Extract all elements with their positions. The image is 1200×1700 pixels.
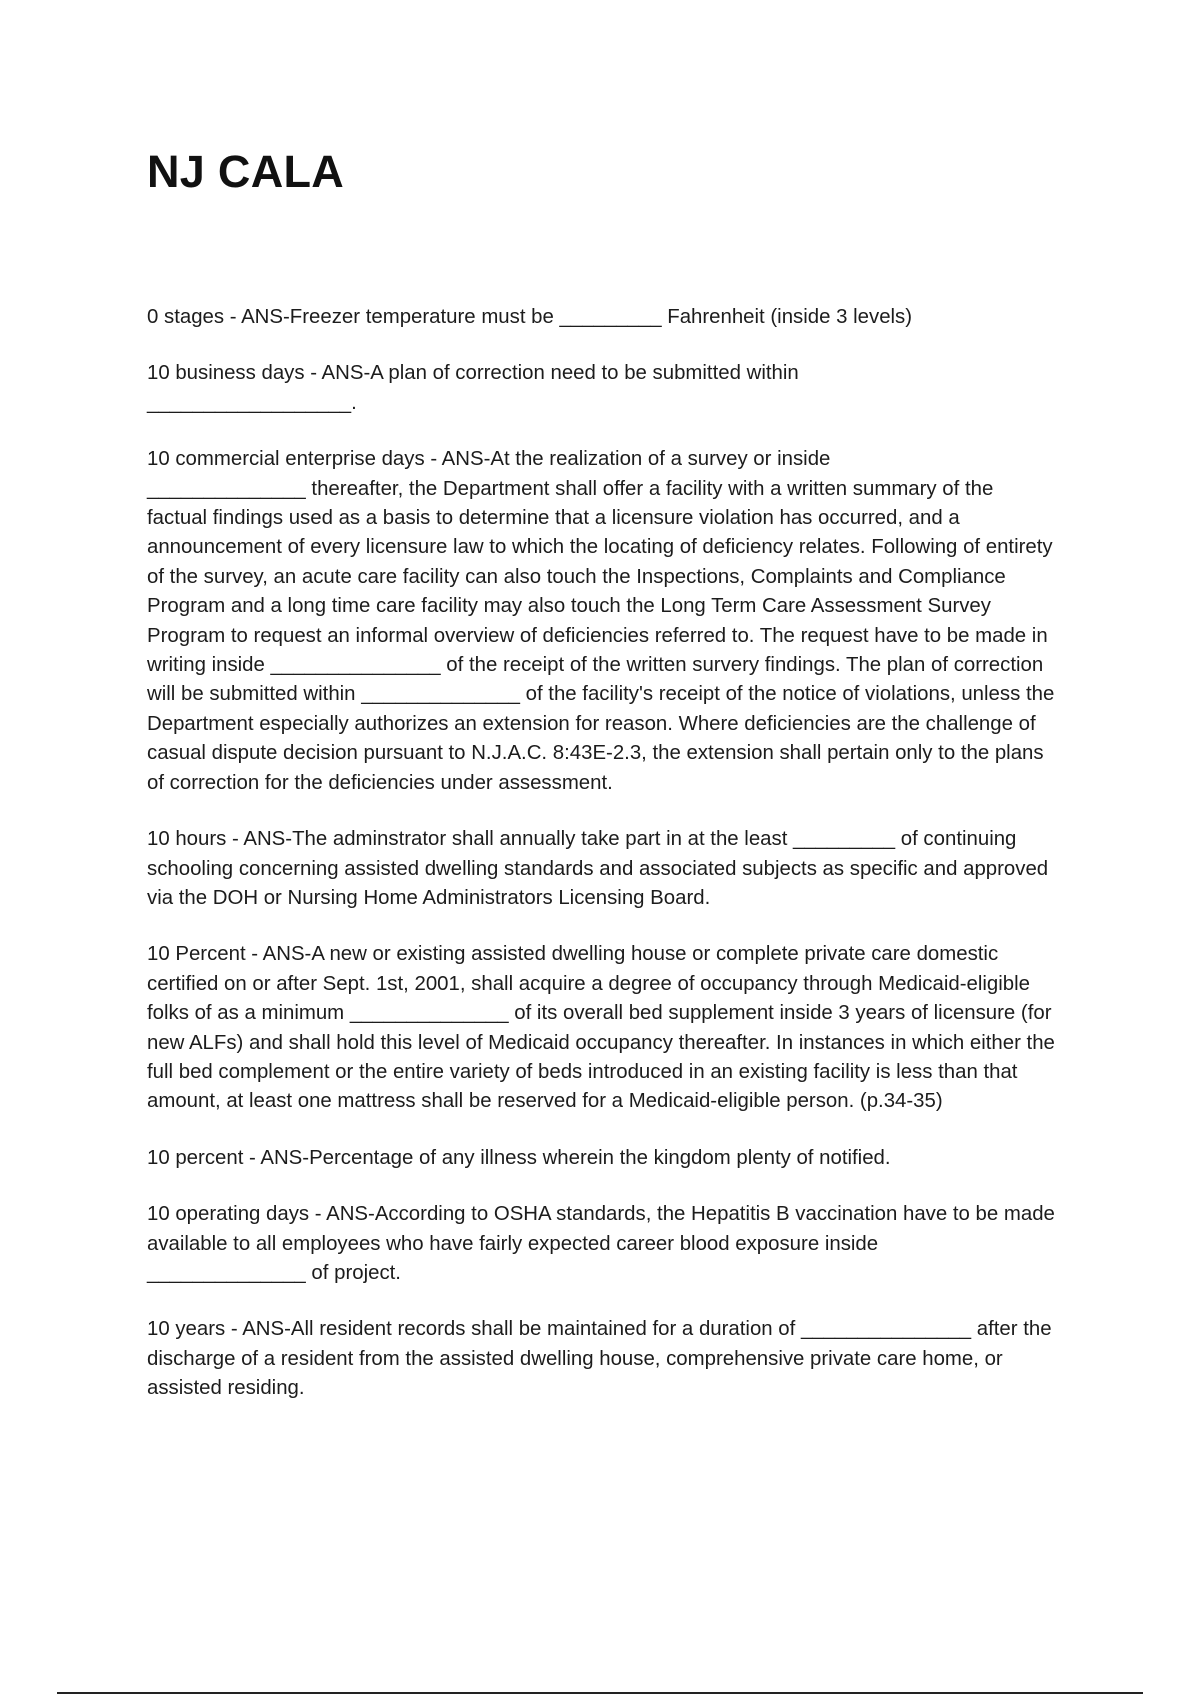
flashcard-entry-illness-percentage: 10 percent - ANS-Percentage of any illness wherein the kingdom plenty of notified. bbox=[147, 1146, 891, 1169]
page-title: NJ CALA bbox=[147, 146, 345, 197]
flashcard-entry-continuing-education: 10 hours - ANS-The adminstrator shall annually take part in at the least _________ of continuing schooling concerning assisted dwelling standards and associated subjects as specific and approved via the DOH or Nursing Home Administrators Licensing Board. bbox=[147, 828, 1054, 909]
flashcard-entry-survey-findings: 10 commercial enterprise days - ANS-At the realization of a survey or inside ______________ thereafter, the Department shall offer a facility with a written summary of the factual findings used as a basis to determine that a licensure violation has occurred, and a announcement of every licensure law to which the locating of deficiency relates. Following of entirety of the survey, an acute care facility can also touch the Inspections, Complaints and Compliance Program and a long time care facility may also touch the Long Term Care Assessment Survey Program to request an informal overview of deficiencies referred to. The request have to be made in writing inside _______________ of the receipt of the written survery findings. The plan of correction will be submitted within ______________ of the facility's receipt of the notice of violations, unless the Department especially authorizes an extension for reason. Where deficiencies are the challenge of casual dispute decision pursuant to N.J.A.C. 8:43E-2.3, the extension shall pertain only to the plans of correction for the deficiencies under assessment. bbox=[147, 448, 1055, 794]
flashcard-entry-plan-of-correction: 10 business days - ANS-A plan of correction need to be submitted within __________________. bbox=[147, 362, 799, 414]
flashcard-entry-hepatitis-b: 10 operating days - ANS-According to OSHA standards, the Hepatitis B vaccination have to be made available to all employees who have fairly expected career blood exposure inside ______________ of project. bbox=[147, 1203, 1055, 1284]
flashcard-entry-freezer-temperature: 0 stages - ANS-Freezer temperature must be _________ Fahrenheit (inside 3 levels) bbox=[147, 306, 913, 328]
flashcard-entry-resident-records: 10 years - ANS-All resident records shall be maintained for a duration of _______________ after the discharge of a resident from the assisted dwelling house, comprehensive private care home, or assisted residing. bbox=[147, 1318, 1058, 1400]
flashcard-entry-medicaid-occupancy: 10 Percent - ANS-A new or existing assisted dwelling house or complete private care domestic certified on or after Sept. 1st, 2001, shall acquire a degree of occupancy through Medicaid-eligible folks of as a minimum ______________ of its overall bed supplement inside 3 years of licensure (for new ALFs) and shall hold this level of Medicaid occupancy thereafter. In instances in which either the full bed complement or the entire variety of beds introduced in an existing facility is less than that amount, at least one mattress shall be reserved for a Medicaid-eligible person. (p.34-35) bbox=[147, 943, 1061, 1113]
footer-divider bbox=[57, 1692, 1143, 1694]
flashcard-list bbox=[147, 303, 1061, 1431]
